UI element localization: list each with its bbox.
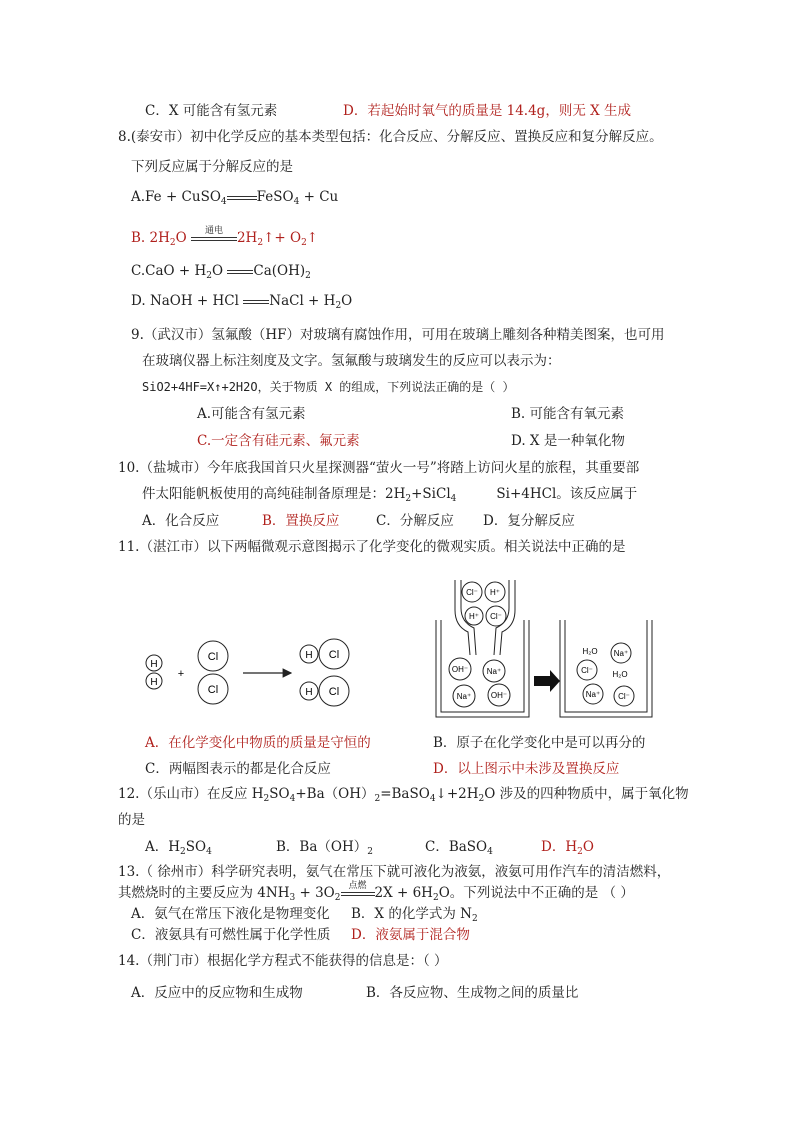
ion-label: Na⁺ xyxy=(613,649,629,658)
ion-label: H⁺ xyxy=(469,612,479,621)
q9-option-c: C.一定含有硅元素、氟元素 xyxy=(197,433,360,449)
bold-arrow-icon xyxy=(534,670,560,692)
hcl-molecule xyxy=(300,676,349,706)
ion-label: Cl⁻ xyxy=(490,612,502,621)
q10-stem-line2: 件太阳能帆板使用的高纯硅制备原理是：$2H_2+SiCl_4$ Si+4HCl。该反应属于 xyxy=(142,486,638,504)
molecule-label: H₂O xyxy=(582,647,598,656)
q9-option-b: B. 可能含有氧元素 xyxy=(511,406,625,422)
q10-option-a: A．化合反应 xyxy=(142,513,220,529)
q8-option-a: A.Fe + CuSO$_4$ FeSO$_4$ + Cu xyxy=(131,189,339,207)
q13-option-b: B．X 的化学式为 $N_2$ xyxy=(351,906,478,924)
q14-option-b: B．各反应物、生成物之间的质量比 xyxy=(366,985,579,1001)
q9-stem-line1: 9.（武汉市）氢氟酸（HF）对玻璃有腐蚀作用，可用在玻璃上雕刻各种精美图案，也可用 xyxy=(131,327,665,343)
cl-atom-label: Cl xyxy=(328,686,340,698)
q9-option-a: A.可能含有氢元素 xyxy=(197,406,306,422)
h-atom-label: H xyxy=(305,650,313,661)
q14-option-a: A．反应中的反应物和生成物 xyxy=(131,985,303,1001)
ion-label: H⁺ xyxy=(490,588,500,597)
q7-option-c: C．X 可能含有氢元素 xyxy=(145,103,278,119)
q7-option-d: D．若起始时氧气的质量是 14.4g，则无 X 生成 xyxy=(343,103,632,119)
q11-option-b: B．原子在化学变化中是可以再分的 xyxy=(433,735,646,751)
drop-ions xyxy=(462,582,506,626)
h2-molecule xyxy=(146,655,162,689)
q11-option-a: A．在化学变化中物质的质量是守恒的 xyxy=(145,735,371,751)
q11-option-c: C．两幅图表示的都是化合反应 xyxy=(145,761,331,777)
q10-option-b: B．置换反应 xyxy=(262,513,340,529)
ion-label: Cl⁻ xyxy=(581,666,593,675)
q12-stem-line1: 12.（乐山市）在反应 $H_2SO_4+Ba(OH)_2=BaSO_4↓+2H_2O$ 涉及的四种物质中，属于氧化物 xyxy=(118,786,689,804)
q11-stem: 11.（湛江市）以下两幅微观示意图揭示了化学变化的微观实质。相关说法中正确的是 xyxy=(118,539,626,555)
q8-option-b: B. $2H_2O$ 通电 $2H_2↑+$ $O_2↑$ xyxy=(131,225,319,248)
hcl-molecule xyxy=(300,639,349,669)
ion-label: Na⁺ xyxy=(456,692,472,701)
q10-stem-line1: 10.（盐城市）今年底我国首只火星探测器“萤火一号”将踏上访问火星的旅程，其重要部 xyxy=(118,460,640,476)
ion-label: Na⁺ xyxy=(486,667,502,676)
q8-stem-line1: 8.(泰安市）初中化学反应的基本类型包括：化合反应、分解反应、置换反应和复分解反应。 xyxy=(118,129,663,145)
beaker-before-ions xyxy=(449,658,510,707)
cl2-molecule xyxy=(198,641,228,704)
h-atom-label: H xyxy=(150,677,158,688)
q13-option-c: C．液氨具有可燃性属于化学性质 xyxy=(131,927,331,943)
plus-sign: + xyxy=(177,668,185,680)
ion-label: OH⁻ xyxy=(490,691,508,700)
cl-atom-label: Cl xyxy=(207,651,219,663)
q9-stem-line2: 在玻璃仪器上标注刻度及文字。氢氟酸与玻璃发生的反应可以表示为： xyxy=(142,353,561,369)
q8-option-c: $C.CaO + H_2O$ $Ca(OH)_2$ xyxy=(131,263,311,281)
cl-atom-label: Cl xyxy=(207,684,219,696)
q10-option-d: D．复分解反应 xyxy=(483,513,575,529)
h-atom-label: H xyxy=(150,659,158,670)
q12-option-a: A．$H_2SO_4$ xyxy=(145,839,212,857)
beaker-after-ions xyxy=(577,643,634,706)
ion-label: Cl⁻ xyxy=(618,692,630,701)
ion-label: Na⁺ xyxy=(585,690,601,699)
q10-option-c: C．分解反应 xyxy=(376,513,454,529)
h-atom-label: H xyxy=(305,687,313,698)
q11-option-d: D．以上图示中未涉及置换反应 xyxy=(433,761,620,777)
q12-option-b: B．$Ba(OH)_2$ xyxy=(276,839,373,857)
q12-option-d: D．$H_2O$ xyxy=(541,839,594,857)
q13-option-a: A．氨气在常压下液化是物理变化 xyxy=(131,906,330,922)
ion-label: Cl⁻ xyxy=(466,588,478,597)
q8-stem-line2: 下列反应属于分解反应的是 xyxy=(131,159,293,175)
q11-diagrams xyxy=(0,560,794,730)
q9-option-d: D. X 是一种氧化物 xyxy=(511,433,625,449)
q12-option-c: C．BaSO$_4$ xyxy=(425,839,493,857)
q14-stem: 14.（荆门市）根据化学方程式不能获得的信息是：（ ） xyxy=(118,953,448,969)
q13-stem-line1: 13.（ 徐州市）科学研究表明，氨气在常压下就可液化为液氨，液氨可用作汽车的清洁燃料， xyxy=(118,864,671,880)
q13-option-d: D．液氨属于混合物 xyxy=(351,927,470,943)
cl-atom-label: Cl xyxy=(328,649,340,661)
molecule-label: H₂O xyxy=(612,670,628,679)
beaker-after xyxy=(560,620,652,717)
q8-option-d: D. NaOH + HCl NaCl + $H_2O$ xyxy=(131,293,353,311)
ion-label: OH⁻ xyxy=(451,665,469,674)
q13-stem-line2: 其燃烧时的主要反应为 $4NH_3 + 3O_2$ 点燃 $2X + 6H_2O$。下列说法中不正确的是 （ ） xyxy=(118,880,634,903)
q12-stem-line2: 的是 xyxy=(118,812,145,828)
q9-stem-line3: SiO2+4HF=X↑+2H2O，关于物质 X 的组成，下列说法正确的是（ ） xyxy=(142,380,515,394)
